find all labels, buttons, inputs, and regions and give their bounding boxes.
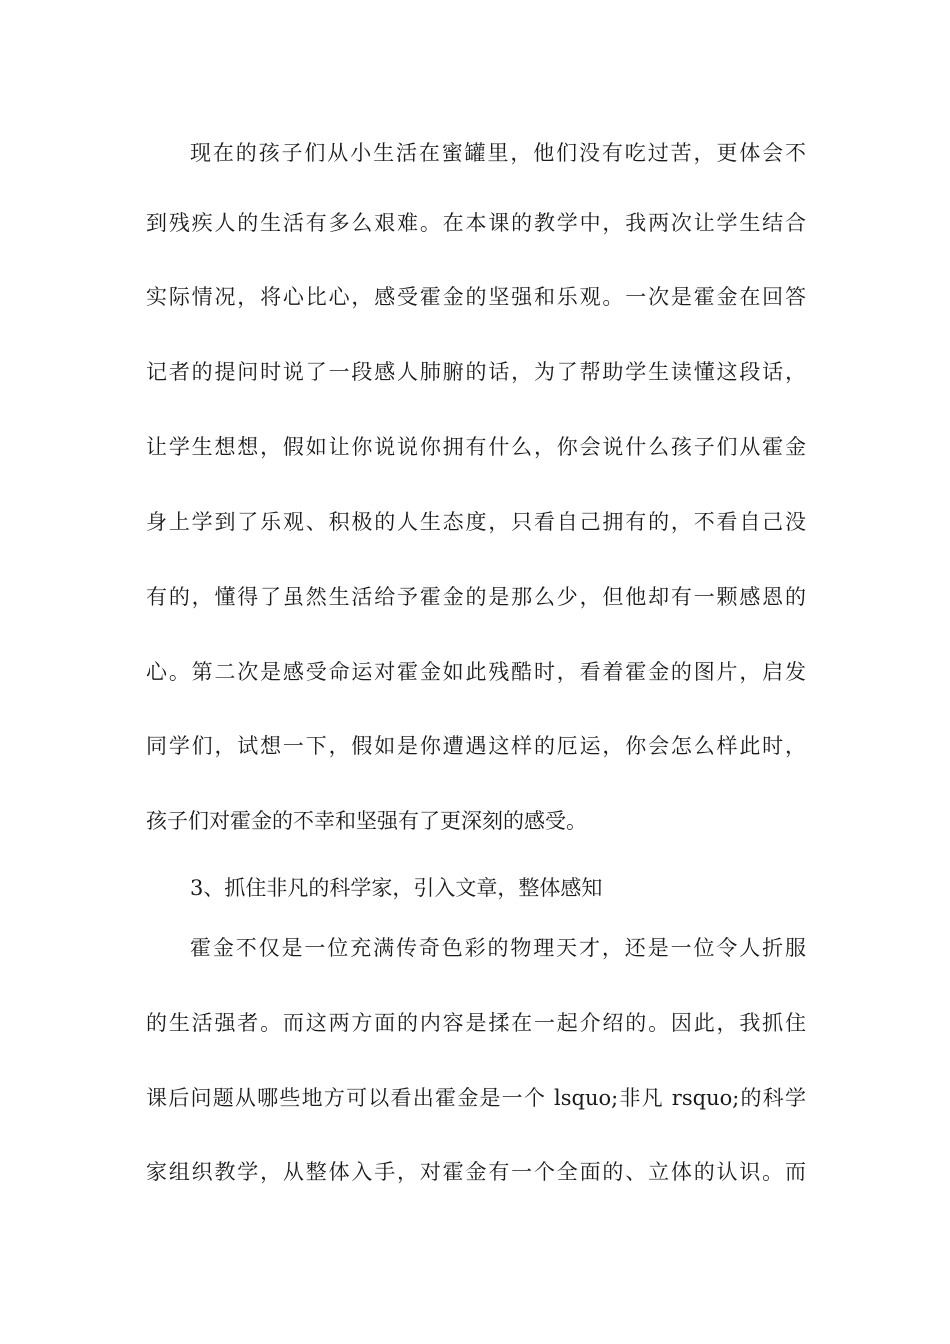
paragraph-1-line-8: 心。第二次是感受命运对霍金如此残酷时，看着霍金的图片，启发 <box>146 660 806 684</box>
paragraph-1-line-9: 同学们，试想一下，假如是你遭遇这样的厄运，你会怎么样此时， <box>146 734 806 758</box>
paragraph-1-line-6: 身上学到了乐观、积极的人生态度，只看自己拥有的，不看自己没 <box>146 510 806 534</box>
paragraph-2-line-2: 的生活强者。而这两方面的内容是揉在一起介绍的。因此，我抓住 <box>146 1011 806 1035</box>
paragraph-1-line-1: 现在的孩子们从小生活在蜜罐里，他们没有吃过苦，更体会不 <box>190 141 806 165</box>
paragraph-2-line-3: 课后问题从哪些地方可以看出霍金是一个 lsquo;非凡 rsquo;的科学 <box>146 1086 806 1110</box>
paragraph-1-line-2: 到残疾人的生活有多么艰难。在本课的教学中，我两次让学生结合 <box>146 211 806 235</box>
paragraph-1-line-10: 孩子们对霍金的不幸和坚强有了更深刻的感受。 <box>146 809 587 833</box>
paragraph-1-line-7: 有的，懂得了虽然生活给予霍金的是那么少，但他却有一颗感恩的 <box>146 585 806 609</box>
paragraph-1-line-5: 让学生想想，假如让你说说你拥有什么，你会说什么孩子们从霍金 <box>146 435 806 459</box>
paragraph-2-line-4: 家组织教学，从整体入手，对霍金有一个全面的、立体的认识。而 <box>146 1160 806 1184</box>
paragraph-1-line-4: 记者的提问时说了一段感人肺腑的话，为了帮助学生读懂这段话， <box>146 360 806 384</box>
section-heading: 3、抓住非凡的科学家，引入文章，整体感知 <box>190 876 603 900</box>
paragraph-2-line-1: 霍金不仅是一位充满传奇色彩的物理天才，还是一位令人折服 <box>190 936 806 960</box>
paragraph-1-line-3: 实际情况，将心比心，感受霍金的坚强和乐观。一次是霍金在回答 <box>146 285 806 309</box>
